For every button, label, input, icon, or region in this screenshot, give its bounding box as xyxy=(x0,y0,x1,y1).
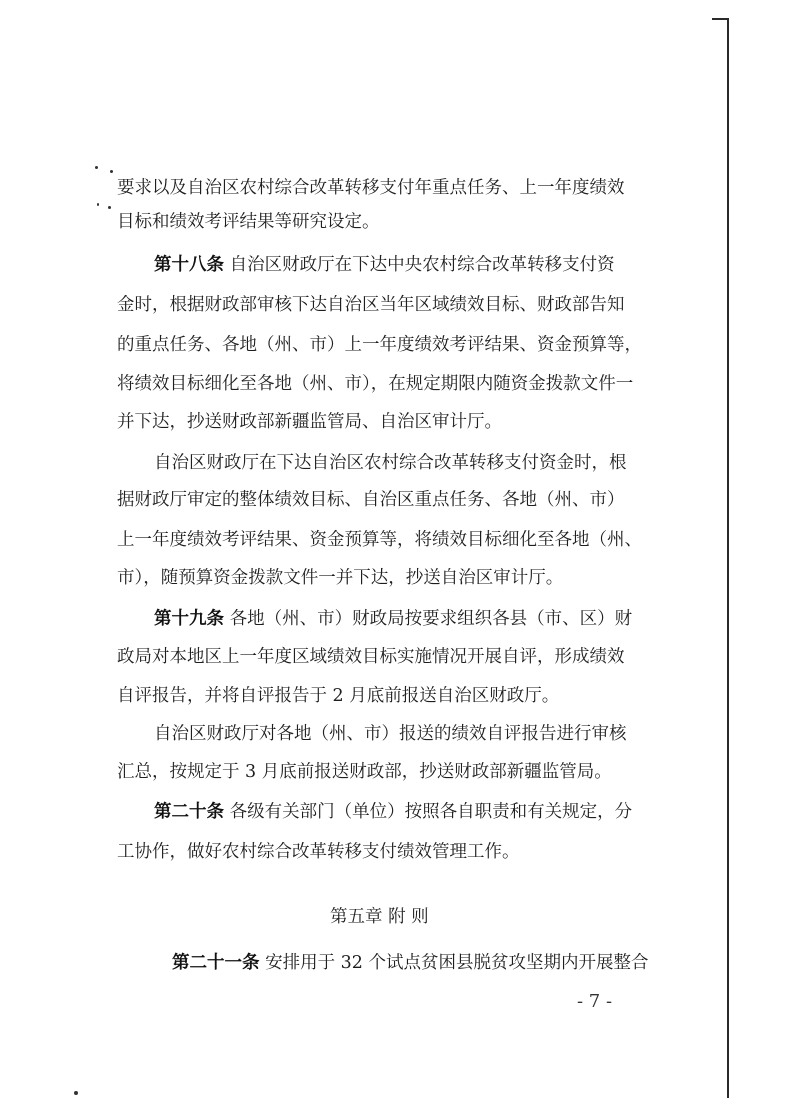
body-line: 要求以及自治区农村综合改革转移支付年重点任务、上一年度绩效 xyxy=(117,178,625,198)
article-heading: 第二十一条 xyxy=(172,953,260,973)
scan-speck xyxy=(108,206,111,209)
body-text: 安排用于 32 个试点贫困县脱贫攻坚期内开展整合 xyxy=(265,953,649,973)
article-18-paragraph xyxy=(154,253,615,277)
article-20-paragraph xyxy=(154,800,632,824)
scan-speck xyxy=(110,170,113,173)
body-line: 目标和绩效考评结果等研究设定。 xyxy=(117,212,380,232)
chapter-title: 第五章 附 则 xyxy=(330,907,429,927)
body-line: 据财政厅审定的整体绩效目标、自治区重点任务、各地（州、市） xyxy=(117,490,625,510)
body-line: 自评报告，并将自评报告于 2 月底前报送自治区财政厅。 xyxy=(117,686,560,706)
article-heading: 第二十条 xyxy=(154,802,224,822)
body-text: 各地（州、市）财政局按要求组织各县（市、区）财 xyxy=(229,609,633,629)
body-line: 工协作，做好农村综合改革转移支付绩效管理工作。 xyxy=(117,842,520,862)
article-21-paragraph xyxy=(172,951,648,975)
body-line: 将绩效目标细化至各地（州、市），在规定期限内随资金拨款文件一 xyxy=(117,374,634,394)
scan-edge-line xyxy=(727,18,729,1098)
body-line: 市），随预算资金拨款文件一并下达，抄送自治区审计厅。 xyxy=(117,568,564,588)
scan-speck xyxy=(97,203,99,206)
body-line: 政局对本地区上一年度区域绩效目标实施情况开展自评，形成绩效 xyxy=(117,647,625,667)
page-number: - 7 - xyxy=(577,991,613,1012)
body-line: 上一年度绩效考评结果、资金预算等，将绩效目标细化至各地（州、 xyxy=(117,530,642,550)
body-line: 汇总，按规定于 3 月底前报送财政部，抄送财政部新疆监管局。 xyxy=(117,762,612,782)
body-line: 金时，根据财政部审核下达自治区当年区域绩效目标、财政部告知 xyxy=(117,295,625,315)
body-line: 并下达，抄送财政部新疆监管局、自治区审计厅。 xyxy=(117,412,502,432)
scan-edge-tick xyxy=(712,18,729,20)
article-heading: 第十九条 xyxy=(154,609,224,629)
body-text: 自治区财政厅在下达中央农村综合改革转移支付资 xyxy=(229,255,615,275)
body-line: 自治区财政厅对各地（州、市）报送的绩效自评报告进行审核 xyxy=(154,724,627,744)
scan-speck xyxy=(74,1091,78,1095)
scan-speck xyxy=(95,166,98,169)
article-19-paragraph xyxy=(154,607,632,631)
body-line: 自治区财政厅在下达自治区农村综合改革转移支付资金时，根 xyxy=(154,453,627,473)
body-text: 各级有关部门（单位）按照各自职责和有关规定，分 xyxy=(229,802,633,822)
article-heading: 第十八条 xyxy=(154,255,224,275)
body-line: 的重点任务、各地（州、市）上一年度绩效考评结果、资金预算等， xyxy=(117,335,642,355)
